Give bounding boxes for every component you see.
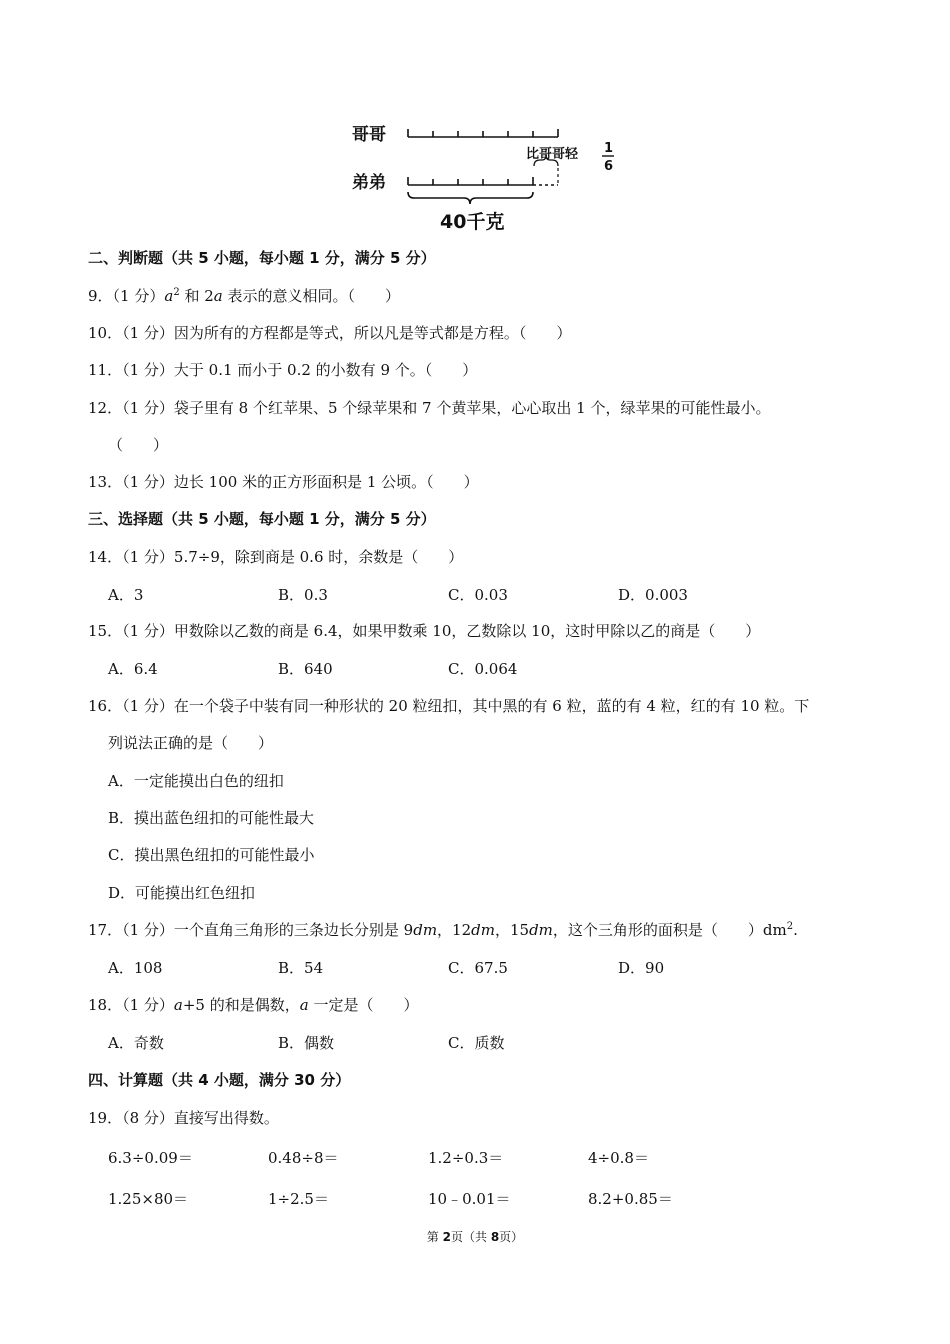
- q14-option-a: A．3: [108, 586, 144, 604]
- section-3-heading: 三、选择题（共 5 小题，每小题 1 分，满分 5 分）: [88, 510, 436, 528]
- figure-frac-num: 1: [604, 141, 614, 156]
- figure-total-label: 40千克: [440, 211, 505, 233]
- question-16: 16．（1 分）在一个袋子中装有同一种形状的 20 粒纽扣，其中黑的有 6 粒，蓝的有 4 粒，红的有 10 粒。下: [88, 697, 810, 715]
- gege-segment: [408, 129, 558, 137]
- q16-option-a: A．一定能摸出白色的纽扣: [108, 772, 284, 790]
- q17-option-c: C．67.5: [448, 959, 508, 977]
- q9-mid: 和 2: [179, 287, 214, 305]
- q9-exponent: 2: [173, 287, 180, 298]
- q15-option-a: A．6.4: [108, 660, 158, 678]
- question-16-continued: 列说法正确的是（ ）: [108, 734, 274, 752]
- q9-var-a: a: [164, 287, 174, 305]
- total-brace: [408, 192, 533, 204]
- calc-item: 1.2÷0.3＝: [428, 1149, 504, 1167]
- footer-mid: 页（共: [450, 1230, 491, 1244]
- footer-page-number: 2: [442, 1230, 451, 1244]
- q17-unit-3: dm: [529, 921, 553, 939]
- didi-segment: [408, 177, 533, 185]
- segment-diagram: [340, 110, 640, 240]
- q15-option-b: B．640: [278, 660, 333, 678]
- figure-frac-den: 6: [604, 159, 614, 174]
- q18-option-c: C．质数: [448, 1034, 505, 1052]
- q18-prefix: 18．（1 分）: [88, 996, 174, 1014]
- question-12: 12．（1 分）袋子里有 8 个红苹果、5 个绿苹果和 7 个黄苹果，心心取出 1 个，绿苹果的可能性最小。: [88, 399, 771, 417]
- question-12-continued: （ ）: [108, 436, 169, 454]
- question-18: [88, 995, 418, 1015]
- calc-item: 10﹣0.01＝: [428, 1190, 511, 1208]
- figure-label-gege: 哥哥: [352, 125, 386, 145]
- footer-post: 页）: [499, 1230, 524, 1244]
- q17-option-b: B．54: [278, 959, 324, 977]
- question-10: 10．（1 分）因为所有的方程都是等式，所以凡是等式都是方程。（ ）: [88, 324, 572, 342]
- calc-item: 1÷2.5＝: [268, 1190, 329, 1208]
- q17-option-d: D．90: [618, 959, 665, 977]
- q16-option-d: D．可能摸出红色纽扣: [108, 884, 256, 902]
- q18-option-b: B．偶数: [278, 1034, 335, 1052]
- q14-option-b: B．0.3: [278, 586, 328, 604]
- q9-prefix: 9．（1 分）: [88, 287, 165, 305]
- footer-total-pages: 8: [490, 1230, 500, 1244]
- calc-item: 8.2+0.85＝: [588, 1190, 673, 1208]
- segment-diagram-svg: [340, 110, 640, 240]
- q9-var-a2: a: [213, 287, 223, 305]
- q18-var-a: a: [173, 996, 183, 1014]
- q14-option-d: D．0.003: [618, 586, 688, 604]
- q18-var-a2: a: [299, 996, 309, 1014]
- figure-label-didi: 弟弟: [352, 173, 386, 193]
- page-footer: [0, 1228, 950, 1245]
- q17-suffix: ，这个三角形的面积是（ ）dm: [552, 921, 787, 939]
- calc-item: 0.48÷8＝: [268, 1149, 339, 1167]
- footer-pre: 第: [426, 1230, 443, 1244]
- question-15: 15．（1 分）甲数除以乙数的商是 6.4，如果甲数乘 10，乙数除以 10，这时甲除以乙的商是（ ）: [88, 622, 761, 640]
- q9-suffix: 表示的意义相同。（ ）: [222, 287, 401, 305]
- question-14: 14．（1 分）5.7÷9，除到商是 0.6 时，余数是（ ）: [88, 548, 464, 566]
- question-13: 13．（1 分）边长 100 米的正方形面积是 1 公顷。（ ）: [88, 473, 479, 491]
- q17-end: .: [793, 921, 798, 939]
- figure-note: 比哥哥轻: [526, 147, 579, 162]
- question-11: 11．（1 分）大于 0.1 而小于 0.2 的小数有 9 个。（ ）: [88, 361, 478, 379]
- q14-option-c: C．0.03: [448, 586, 508, 604]
- q17-prefix: 17．（1 分）一个直角三角形的三条边长分别是 9: [88, 921, 414, 939]
- q17-unit-2: dm: [471, 921, 495, 939]
- calc-item: 4÷0.8＝: [588, 1149, 649, 1167]
- q17-sep-1: ，12: [437, 921, 472, 939]
- question-19: 19．（8 分）直接写出得数。: [88, 1109, 279, 1127]
- q18-suffix: 一定是（ ）: [308, 996, 419, 1014]
- question-17: [88, 920, 798, 940]
- q18-option-a: A．奇数: [108, 1034, 164, 1052]
- q17-exponent: 2: [786, 921, 794, 932]
- calc-item: 1.25×80＝: [108, 1190, 189, 1208]
- q16-option-b: B．摸出蓝色纽扣的可能性最大: [108, 809, 315, 827]
- section-4-heading: 四、计算题（共 4 小题，满分 30 分）: [88, 1071, 351, 1089]
- q17-unit-1: dm: [413, 921, 438, 939]
- q17-option-a: A．108: [108, 959, 163, 977]
- q18-mid: +5 的和是偶数，: [182, 996, 300, 1014]
- calc-item: 6.3÷0.09＝: [108, 1149, 193, 1167]
- section-2-heading: 二、判断题（共 5 小题，每小题 1 分，满分 5 分）: [88, 249, 436, 267]
- q17-sep-2: ，15: [494, 921, 530, 939]
- q15-option-c: C．0.064: [448, 660, 518, 678]
- q16-option-c: C．摸出黑色纽扣的可能性最小: [108, 846, 315, 864]
- question-9: [88, 286, 400, 306]
